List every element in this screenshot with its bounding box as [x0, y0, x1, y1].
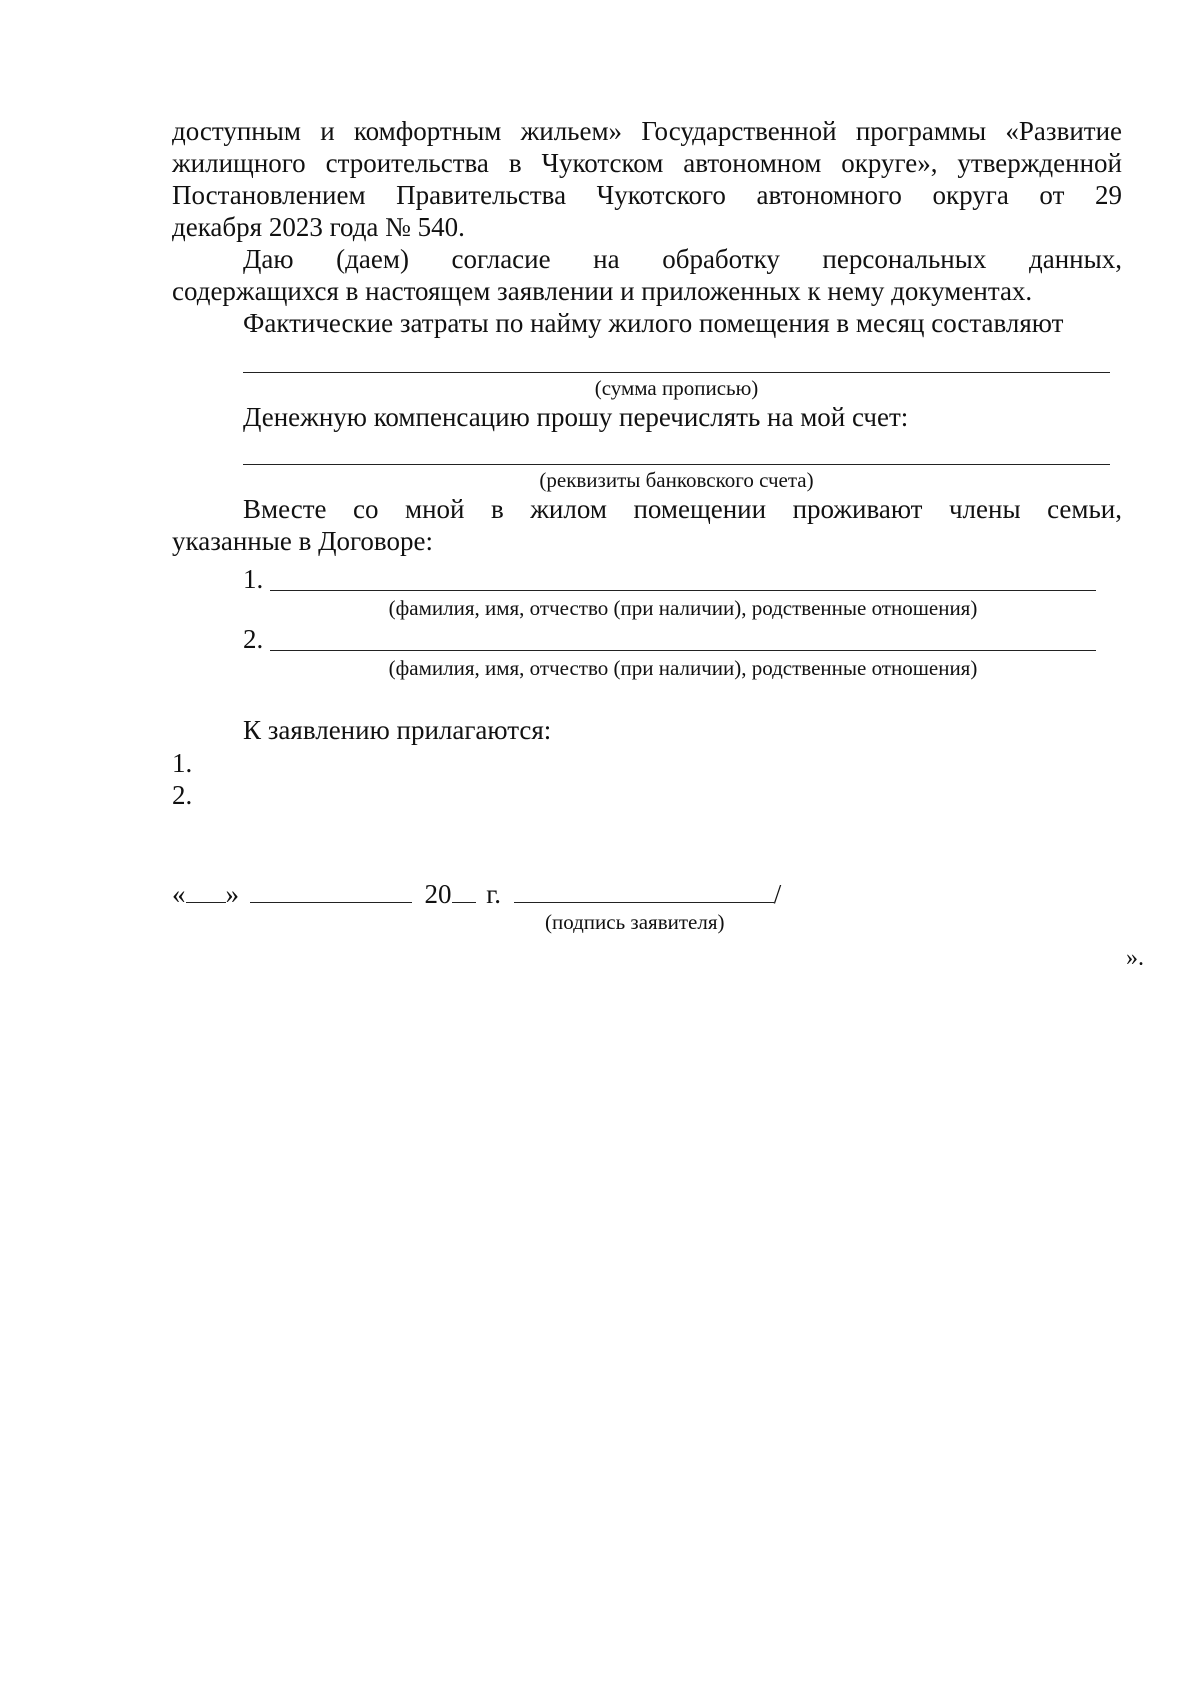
- consent-line: Даю (даем) согласие на обработку персональных данных,: [243, 244, 1122, 274]
- consent-line: содержащихся в настоящем заявлении и приложенных к нему документах.: [172, 276, 1033, 306]
- costs-text: Фактические затраты по найму жилого помещения в месяц составляют: [243, 308, 1064, 338]
- signature-row: [172, 876, 781, 910]
- signature-caption: (подпись заявителя): [545, 910, 725, 934]
- family-member-line[interactable]: [270, 590, 1096, 591]
- year-blank[interactable]: [452, 876, 476, 903]
- closing-mark: ».: [1126, 945, 1144, 971]
- attachments-heading: К заявлению прилагаются:: [243, 715, 552, 745]
- payment-caption: (реквизиты банковского счета): [539, 468, 814, 492]
- family-member-caption: (фамилия, имя, отчество (при наличии), родственные отношения): [388, 656, 978, 680]
- signature-blank[interactable]: [514, 876, 774, 903]
- costs-amount-line[interactable]: [243, 372, 1110, 373]
- costs-caption: (сумма прописью): [594, 376, 759, 400]
- family-line: Вместе со мной в жилом помещении проживают члены семьи,: [243, 494, 1122, 524]
- day-blank[interactable]: [186, 876, 226, 903]
- family-line: указанные в Договоре:: [172, 526, 433, 556]
- year-prefix: 20: [424, 879, 452, 909]
- paragraph-line: декабря 2023 года № 540.: [172, 212, 465, 242]
- open-quote: «: [172, 879, 186, 909]
- attachment-item: 2.: [172, 780, 193, 810]
- month-blank[interactable]: [250, 876, 412, 903]
- attachment-item: 1.: [172, 748, 193, 778]
- paragraph-line: доступным и комфортным жильем» Государственной программы «Развитие: [172, 116, 1122, 146]
- bank-details-line[interactable]: [243, 464, 1110, 465]
- family-member-number: 1.: [243, 564, 264, 594]
- family-member-caption: (фамилия, имя, отчество (при наличии), родственные отношения): [388, 596, 978, 620]
- close-quote: »: [225, 879, 239, 909]
- paragraph-line: жилищного строительства в Чукотском автономном округе», утвержденной: [172, 148, 1122, 178]
- paragraph-line: Постановлением Правительства Чукотского автономного округа от 29: [172, 180, 1122, 210]
- family-member-line[interactable]: [270, 650, 1096, 651]
- year-suffix: г.: [486, 879, 502, 909]
- payment-text: Денежную компенсацию прошу перечислять на мой счет:: [243, 402, 909, 432]
- family-member-number: 2.: [243, 624, 264, 654]
- signature-slash: /: [773, 879, 782, 909]
